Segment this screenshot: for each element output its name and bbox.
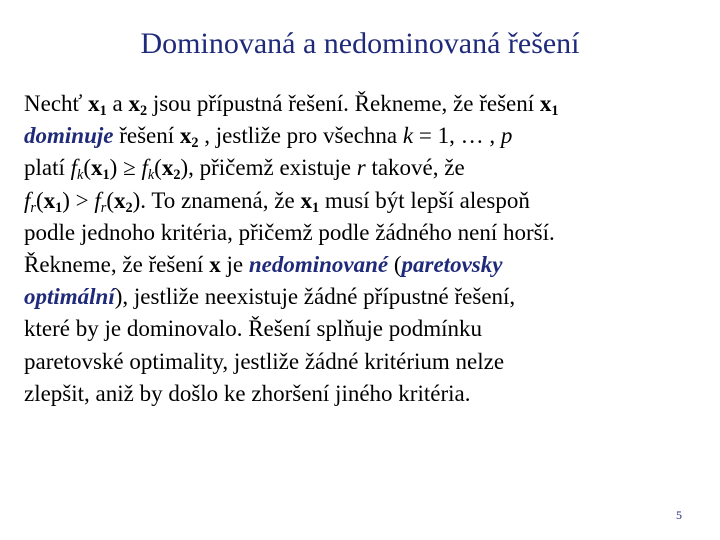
definition-line-4: $f_r(x_1) > f_r(x_2)$. To znamená, že $x_1$ musí být lepší alespoň	[24, 187, 530, 216]
pareto-line-4: paretovské optimality, jestliže žádné kritérium nelze	[24, 348, 505, 374]
definition-line-5: podle jednoho kritéria, přičemž podle žádného není horší.	[24, 219, 555, 245]
pareto-line-5: zlepšit, aniž by došlo ke zhoršení jiného kritéria.	[24, 380, 471, 406]
pareto-line-1: Řekneme, že řešení x je nedominované (paretovsky	[24, 252, 503, 278]
slide-title: Dominovaná a nedominovaná řešení	[140, 27, 580, 60]
definition-line-2: dominuje řešení $x_2$ , jestliže pro všechna k = 1, … , p	[24, 123, 513, 152]
term-dominuje: dominuje	[24, 123, 114, 149]
definition-line-3: platí $f_k(x_1) \ge f_k(x_2)$, přičemž existuje r takové, že	[24, 155, 465, 184]
slide-body	[24, 88, 714, 410]
pareto-line-3: které by je dominovalo. Řešení splňuje podmínku	[24, 316, 483, 342]
solution-x2: x	[128, 91, 140, 116]
pareto-definition	[24, 249, 714, 410]
solution-x2: x	[179, 123, 192, 149]
term-nedominovane: nedominované	[248, 252, 389, 278]
term-optimalni: optimální	[24, 284, 115, 310]
pareto-line-2: optimální), jestliže neexistuje žádné přípustné řešení,	[24, 284, 516, 310]
page-number: 5	[676, 508, 682, 522]
solution-x1: x	[88, 91, 100, 116]
term-paretovsky: paretovsky	[401, 252, 503, 278]
definition-line-1: Nechť $x_1$ a $x_2$ jsou přípustná řešení. Řekneme, že řešení $x_1$	[24, 91, 559, 119]
solution-x1: x	[539, 91, 552, 116]
domination-definition	[24, 88, 714, 249]
solution-x: x	[209, 252, 221, 278]
